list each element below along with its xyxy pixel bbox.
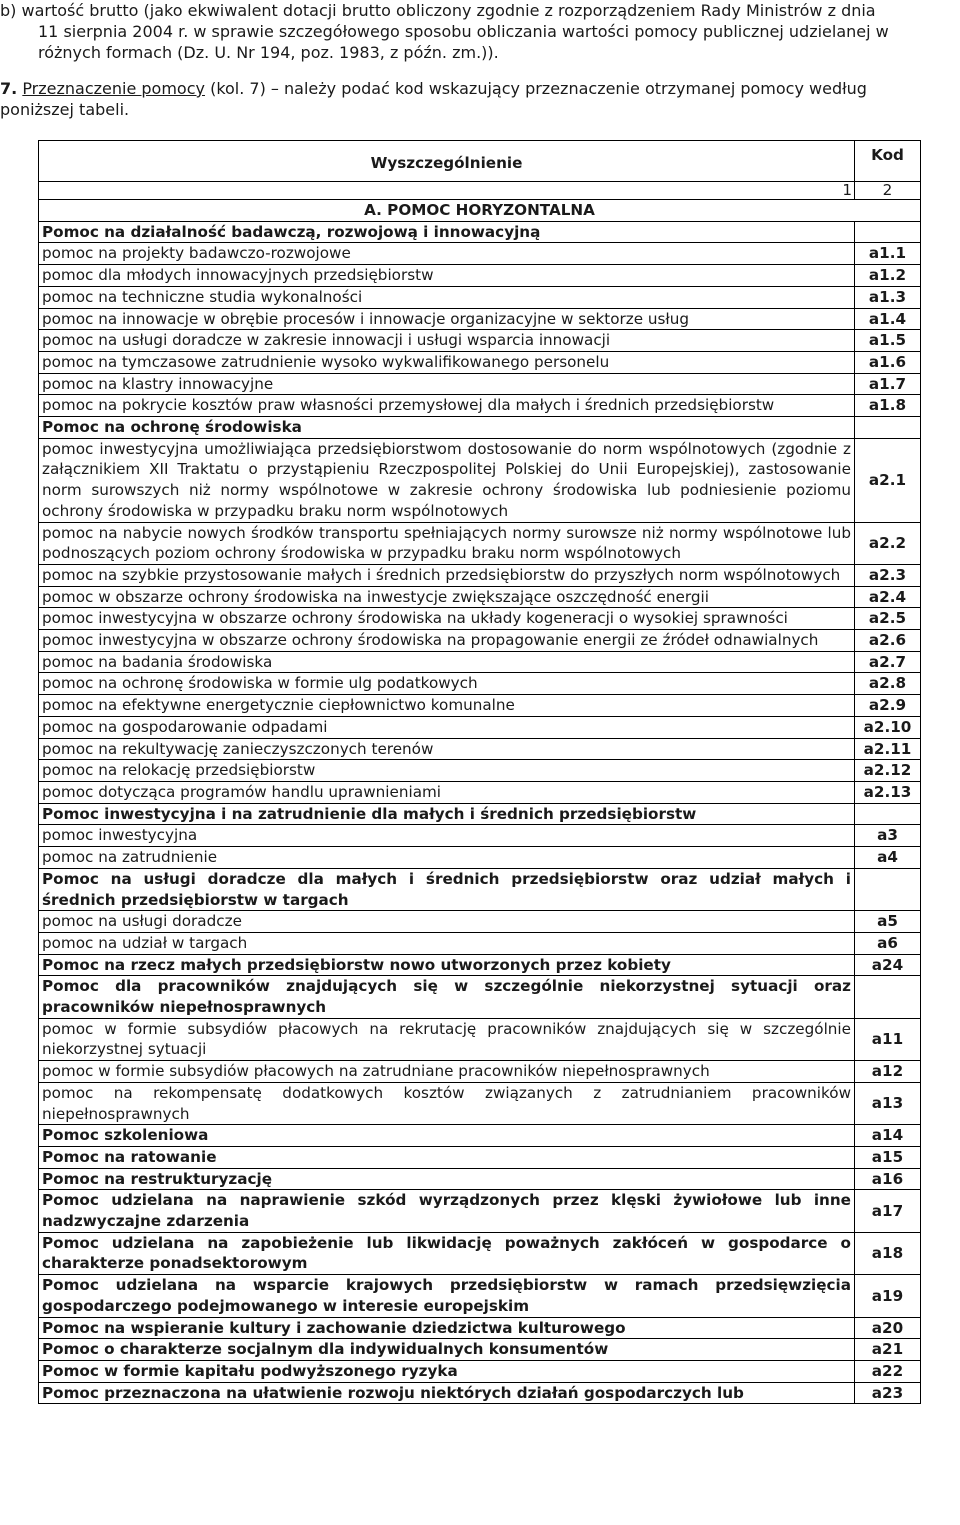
category-heading: Pomoc szkoleniowa <box>39 1125 855 1147</box>
category-heading: Pomoc na ochronę środowiska <box>39 417 855 439</box>
row-code: a5 <box>855 911 921 933</box>
row-code <box>855 417 921 439</box>
category-heading: Pomoc w formie kapitału podwyższonego ryzyka <box>39 1360 855 1382</box>
category-heading: Pomoc udzielana na naprawienie szkód wyrządzonych przez klęski żywiołowe lub inne nadzwyczajne zdarzenia <box>39 1190 855 1232</box>
table-row <box>39 716 921 738</box>
row-description: pomoc na usługi doradcze w zakresie innowacji i usługi wsparcia innowacji <box>39 330 855 352</box>
row-code: a17 <box>855 1190 921 1232</box>
row-description: pomoc inwestycyjna <box>39 825 855 847</box>
category-heading: Pomoc na usługi doradcze dla małych i średnich przedsiębiorstw oraz udział małych i średnich przedsiębiorstw w targach <box>39 868 855 910</box>
category-heading: Pomoc na restrukturyzację <box>39 1168 855 1190</box>
category-heading: Pomoc na rzecz małych przedsiębiorstw nowo utworzonych przez kobiety <box>39 954 855 976</box>
section-7-heading <box>0 78 960 99</box>
column-number-row <box>39 182 921 200</box>
table-row <box>39 351 921 373</box>
row-description: pomoc na badania środowiska <box>39 651 855 673</box>
table-row <box>39 265 921 287</box>
row-code: a1.5 <box>855 330 921 352</box>
column-number-1: 1 <box>39 182 855 200</box>
table-row <box>39 330 921 352</box>
table-row <box>39 738 921 760</box>
row-code <box>855 868 921 910</box>
row-code: a4 <box>855 847 921 869</box>
row-code: a1.2 <box>855 265 921 287</box>
category-heading: Pomoc przeznaczona na ułatwienie rozwoju niektórych działań gospodarczych lub <box>39 1382 855 1404</box>
header-code: Kod <box>855 141 921 182</box>
row-description: pomoc na klastry innowacyjne <box>39 373 855 395</box>
table-row <box>39 395 921 417</box>
row-description: pomoc na gospodarowanie odpadami <box>39 716 855 738</box>
row-code <box>855 221 921 243</box>
row-code: a2.4 <box>855 586 921 608</box>
row-description: pomoc na projekty badawczo-rozwojowe <box>39 243 855 265</box>
section-7-link[interactable]: Przeznaczenie pomocy <box>22 79 205 98</box>
row-description: pomoc na innowacje w obrębie procesów i innowacje organizacyjne w sektorze usług <box>39 308 855 330</box>
section-a-title: A. POMOC HORYZONTALNA <box>39 200 921 222</box>
row-code: a2.13 <box>855 781 921 803</box>
row-code <box>855 803 921 825</box>
row-description: pomoc na udział w targach <box>39 932 855 954</box>
row-code: a1.6 <box>855 351 921 373</box>
table-row <box>39 932 921 954</box>
row-description: pomoc na relokację przedsiębiorstw <box>39 760 855 782</box>
row-description: pomoc na tymczasowe zatrudnienie wysoko wykwalifikowanego personelu <box>39 351 855 373</box>
row-code: a12 <box>855 1061 921 1083</box>
table-row <box>39 695 921 717</box>
section-7-line2: poniższej tabeli. <box>0 100 130 119</box>
row-description: pomoc inwestycyjna umożliwiająca przedsiębiorstwom dostosowanie do norm wspólnotowych (zgodnie z załącznikiem XII Traktatu o przystąpieniu Rzeczpospolitej Polskiej do Unii Europejskiej), zastosowanie norm surowszych niż normy wspólnotowe w zakresie ochrony środowiska lub podniesienie poziomu ochrony środowiska w przypadku braku norm wspólnotowych <box>39 438 855 522</box>
row-description: pomoc inwestycyjna w obszarze ochrony środowiska na propagowanie energii ze źródeł odnawialnych <box>39 630 855 652</box>
table-row <box>39 308 921 330</box>
table-row <box>39 673 921 695</box>
row-code: a2.5 <box>855 608 921 630</box>
row-description: pomoc na techniczne studia wykonalności <box>39 286 855 308</box>
table-row <box>39 868 921 910</box>
row-code: a2.8 <box>855 673 921 695</box>
section-a-row <box>39 200 921 222</box>
header-description: Wyszczególnienie <box>39 141 855 182</box>
section-7-number: 7. <box>0 79 18 98</box>
table-row <box>39 221 921 243</box>
row-code <box>855 976 921 1018</box>
table-row <box>39 1360 921 1382</box>
row-code: a24 <box>855 954 921 976</box>
row-code: a14 <box>855 1125 921 1147</box>
row-code: a2.1 <box>855 438 921 522</box>
paragraph-b-line3: różnych formach (Dz. U. Nr 194, poz. 1983, z późn. zm.)). <box>38 43 499 62</box>
table-row <box>39 1061 921 1083</box>
table-row <box>39 651 921 673</box>
row-description: pomoc na rekompensatę dodatkowych kosztów związanych z zatrudnianiem pracowników niepełnosprawnych <box>39 1082 855 1124</box>
category-heading: Pomoc na działalność badawczą, rozwojową i innowacyjną <box>39 221 855 243</box>
row-description: pomoc w formie subsydiów płacowych na rekrutację pracowników znajdujących się w szczególnie niekorzystnej sytuacji <box>39 1018 855 1060</box>
row-code: a2.9 <box>855 695 921 717</box>
row-code: a2.2 <box>855 522 921 564</box>
table-row <box>39 564 921 586</box>
row-code: a20 <box>855 1317 921 1339</box>
table-row <box>39 1275 921 1317</box>
table-header-row <box>39 141 921 182</box>
row-code: a21 <box>855 1339 921 1361</box>
table-row <box>39 1317 921 1339</box>
row-code: a2.6 <box>855 630 921 652</box>
table-row <box>39 1339 921 1361</box>
category-heading: Pomoc o charakterze socjalnym dla indywidualnych konsumentów <box>39 1339 855 1361</box>
row-description: pomoc inwestycyjna w obszarze ochrony środowiska na układy kogeneracji o wysokiej sprawności <box>39 608 855 630</box>
row-code: a2.12 <box>855 760 921 782</box>
table-row <box>39 1190 921 1232</box>
table-row <box>39 1082 921 1124</box>
table-row <box>39 417 921 439</box>
purpose-table-wrapper <box>38 140 920 1404</box>
row-code: a1.3 <box>855 286 921 308</box>
paragraph-b-line2: 11 sierpnia 2004 r. w sprawie szczegółowego sposobu obliczania wartości pomocy publicznej udzielanej w <box>38 22 889 41</box>
row-code: a22 <box>855 1360 921 1382</box>
paragraph-b-line1: b) wartość brutto (jako ekwiwalent dotacji brutto obliczony zgodnie z rozporządzeniem Rady Ministrów z dnia <box>0 1 876 20</box>
category-heading: Pomoc udzielana na zapobieżenie lub likwidację poważnych zakłóceń w gospodarce o charakterze ponadsektorowym <box>39 1232 855 1274</box>
category-heading: Pomoc na wspieranie kultury i zachowanie dziedzictwa kulturowego <box>39 1317 855 1339</box>
row-code: a1.7 <box>855 373 921 395</box>
row-code: a3 <box>855 825 921 847</box>
table-row <box>39 1146 921 1168</box>
row-code: a1.4 <box>855 308 921 330</box>
table-row <box>39 760 921 782</box>
table-row <box>39 1018 921 1060</box>
table-row <box>39 586 921 608</box>
table-row <box>39 373 921 395</box>
row-code: a11 <box>855 1018 921 1060</box>
row-description: pomoc na rekultywację zanieczyszczonych terenów <box>39 738 855 760</box>
row-code: a15 <box>855 1146 921 1168</box>
row-code: a2.11 <box>855 738 921 760</box>
table-row <box>39 608 921 630</box>
row-description: pomoc dotycząca programów handlu uprawnieniami <box>39 781 855 803</box>
table-row <box>39 286 921 308</box>
row-code: a19 <box>855 1275 921 1317</box>
row-description: pomoc na ochronę środowiska w formie ulg podatkowych <box>39 673 855 695</box>
row-code: a1.1 <box>855 243 921 265</box>
table-row <box>39 803 921 825</box>
table-row <box>39 781 921 803</box>
row-code: a6 <box>855 932 921 954</box>
row-code: a18 <box>855 1232 921 1274</box>
table-row <box>39 1168 921 1190</box>
table-row <box>39 1232 921 1274</box>
intro-text <box>0 0 960 120</box>
category-heading: Pomoc udzielana na wsparcie krajowych przedsiębiorstw w ramach przedsięwzięcia gospodarczego podejmowanego w interesie europejskim <box>39 1275 855 1317</box>
row-code: a2.10 <box>855 716 921 738</box>
table-row <box>39 630 921 652</box>
row-description: pomoc w formie subsydiów płacowych na zatrudniane pracowników niepełnosprawnych <box>39 1061 855 1083</box>
table-row <box>39 1125 921 1147</box>
table-row <box>39 1382 921 1404</box>
table-row <box>39 522 921 564</box>
category-heading: Pomoc inwestycyjna i na zatrudnienie dla małych i średnich przedsiębiorstw <box>39 803 855 825</box>
table-row <box>39 825 921 847</box>
row-description: pomoc na zatrudnienie <box>39 847 855 869</box>
row-description: pomoc na nabycie nowych środków transportu spełniających normy surowsze niż normy wspólnotowe lub podnoszących poziom ochrony środowiska w przypadku braku norm wspólnotowych <box>39 522 855 564</box>
row-code: a1.8 <box>855 395 921 417</box>
row-description: pomoc na usługi doradcze <box>39 911 855 933</box>
row-description: pomoc dla młodych innowacyjnych przedsiębiorstw <box>39 265 855 287</box>
row-code: a16 <box>855 1168 921 1190</box>
row-code: a23 <box>855 1382 921 1404</box>
column-number-2: 2 <box>855 182 921 200</box>
section-7-text: (kol. 7) – należy podać kod wskazujący przeznaczenie otrzymanej pomocy według <box>210 79 867 98</box>
table-row <box>39 954 921 976</box>
purpose-table <box>38 140 921 1404</box>
row-description: pomoc w obszarze ochrony środowiska na inwestycje zwiększające oszczędność energii <box>39 586 855 608</box>
row-code: a13 <box>855 1082 921 1124</box>
table-row <box>39 847 921 869</box>
table-row <box>39 243 921 265</box>
table-row <box>39 911 921 933</box>
row-description: pomoc na efektywne energetycznie ciepłownictwo komunalne <box>39 695 855 717</box>
table-row <box>39 976 921 1018</box>
row-code: a2.3 <box>855 564 921 586</box>
category-heading: Pomoc na ratowanie <box>39 1146 855 1168</box>
category-heading: Pomoc dla pracowników znajdujących się w szczególnie niekorzystnej sytuacji oraz pracowników niepełnosprawnych <box>39 976 855 1018</box>
table-row <box>39 438 921 522</box>
row-description: pomoc na pokrycie kosztów praw własności przemysłowej dla małych i średnich przedsiębiorstw <box>39 395 855 417</box>
row-description: pomoc na szybkie przystosowanie małych i średnich przedsiębiorstw do przyszłych norm wspólnotowych <box>39 564 855 586</box>
row-code: a2.7 <box>855 651 921 673</box>
